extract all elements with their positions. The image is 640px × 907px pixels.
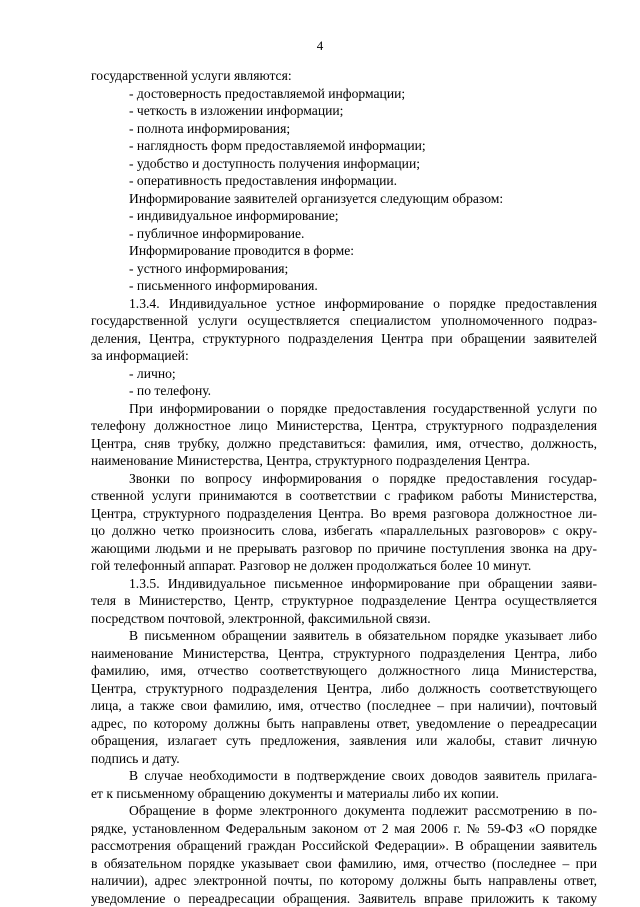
text-line: - по телефону.: [91, 382, 597, 400]
text-line: Центра, структурного подразделения Центра. Во время разговора должностное ли-: [91, 505, 597, 523]
text-line: - письменного информирования.: [91, 277, 597, 295]
text-line: 1.3.4. Индивидуальное устное информирование о порядке предоставления: [91, 295, 597, 313]
body-text: [91, 67, 597, 907]
text-line: в обязательном порядке указывает свои фамилию, имя, отчество (последнее – при: [91, 855, 597, 873]
text-line: Центра, сняв трубку, должно представиться: фамилия, имя, отчество, должность,: [91, 435, 597, 453]
text-line: Центра, структурного подразделения Центра, либо должность соответствующего: [91, 680, 597, 698]
text-line: - наглядность форм предоставляемой информации;: [91, 137, 597, 155]
text-line: Информирование заявителей организуется следующим образом:: [91, 190, 597, 208]
text-line: наименование Министерства, Центра, структурного подразделения Центра, либо: [91, 645, 597, 663]
text-line: При информировании о порядке предоставления государственной услуги по: [91, 400, 597, 418]
page-number: 4: [0, 38, 640, 54]
text-line: фамилию, имя, отчество соответствующего должностного лица Министерства,: [91, 662, 597, 680]
text-line: - удобство и доступность получения информации;: [91, 155, 597, 173]
text-line: Обращение в форме электронного документа подлежит рассмотрению в по-: [91, 802, 597, 820]
text-line: рядке, установленном Федеральным законом от 2 мая 2006 г. № 59-ФЗ «О порядке: [91, 820, 597, 838]
text-line: Звонки по вопросу информирования о порядке предоставления государ-: [91, 470, 597, 488]
text-line: деления, Центра, структурного подразделения Центра при обращении заявителей: [91, 330, 597, 348]
text-line: гой телефонный аппарат. Разговор не должен продолжаться более 10 минут.: [91, 557, 597, 575]
text-line: посредством почтовой, электронной, факсимильной связи.: [91, 610, 597, 628]
text-line: - индивидуальное информирование;: [91, 207, 597, 225]
text-line: ет к письменному обращению документы и материалы либо их копии.: [91, 785, 597, 803]
text-line: В письменном обращении заявитель в обязательном порядке указывает либо: [91, 627, 597, 645]
text-line: цо должно четко произносить слова, избегать «параллельных разговоров» с окру-: [91, 522, 597, 540]
text-line: - публичное информирование.: [91, 225, 597, 243]
text-line: телефону должностное лицо Министерства, Центра, структурного подразделения: [91, 417, 597, 435]
text-line: рассмотрения обращений граждан Российской Федерации». В обращении заявитель: [91, 837, 597, 855]
text-line: подпись и дату.: [91, 750, 597, 768]
text-line: ственной услуги принимаются в соответствии с графиком работы Министерства,: [91, 487, 597, 505]
text-line: - полнота информирования;: [91, 120, 597, 138]
text-line: 1.3.5. Индивидуальное письменное информирование при обращении заяви-: [91, 575, 597, 593]
text-line: Информирование проводится в форме:: [91, 242, 597, 260]
text-line: обращения, излагает суть предложения, заявления или жалобы, ставит личную: [91, 732, 597, 750]
text-line: наличии), адрес электронной почты, по которому должны быть направлены ответ,: [91, 872, 597, 890]
text-line: наименование Министерства, Центра, структурного подразделения Центра.: [91, 452, 597, 470]
text-line: уведомление о переадресации обращения. Заявитель вправе приложить к такому: [91, 890, 597, 907]
text-line: государственной услуги являются:: [91, 67, 597, 85]
text-line: - достоверность предоставляемой информации;: [91, 85, 597, 103]
text-line: - четкость в изложении информации;: [91, 102, 597, 120]
text-line: - лично;: [91, 365, 597, 383]
text-line: В случае необходимости в подтверждение своих доводов заявитель прилага-: [91, 767, 597, 785]
text-line: государственной услуги осуществляется специалистом уполномоченного подраз-: [91, 312, 597, 330]
text-line: адрес, по которому должны быть направлены ответ, уведомление о переадресации: [91, 715, 597, 733]
text-line: теля в Министерство, Центр, структурное подразделение Центра осуществляется: [91, 592, 597, 610]
text-line: - оперативность предоставления информации.: [91, 172, 597, 190]
text-line: - устного информирования;: [91, 260, 597, 278]
text-line: жающими людьми и не прерывать разговор по причине поступления звонка на дру-: [91, 540, 597, 558]
text-line: за информацией:: [91, 347, 597, 365]
text-line: лица, а также свои фамилию, имя, отчество (последнее – при наличии), почтовый: [91, 697, 597, 715]
